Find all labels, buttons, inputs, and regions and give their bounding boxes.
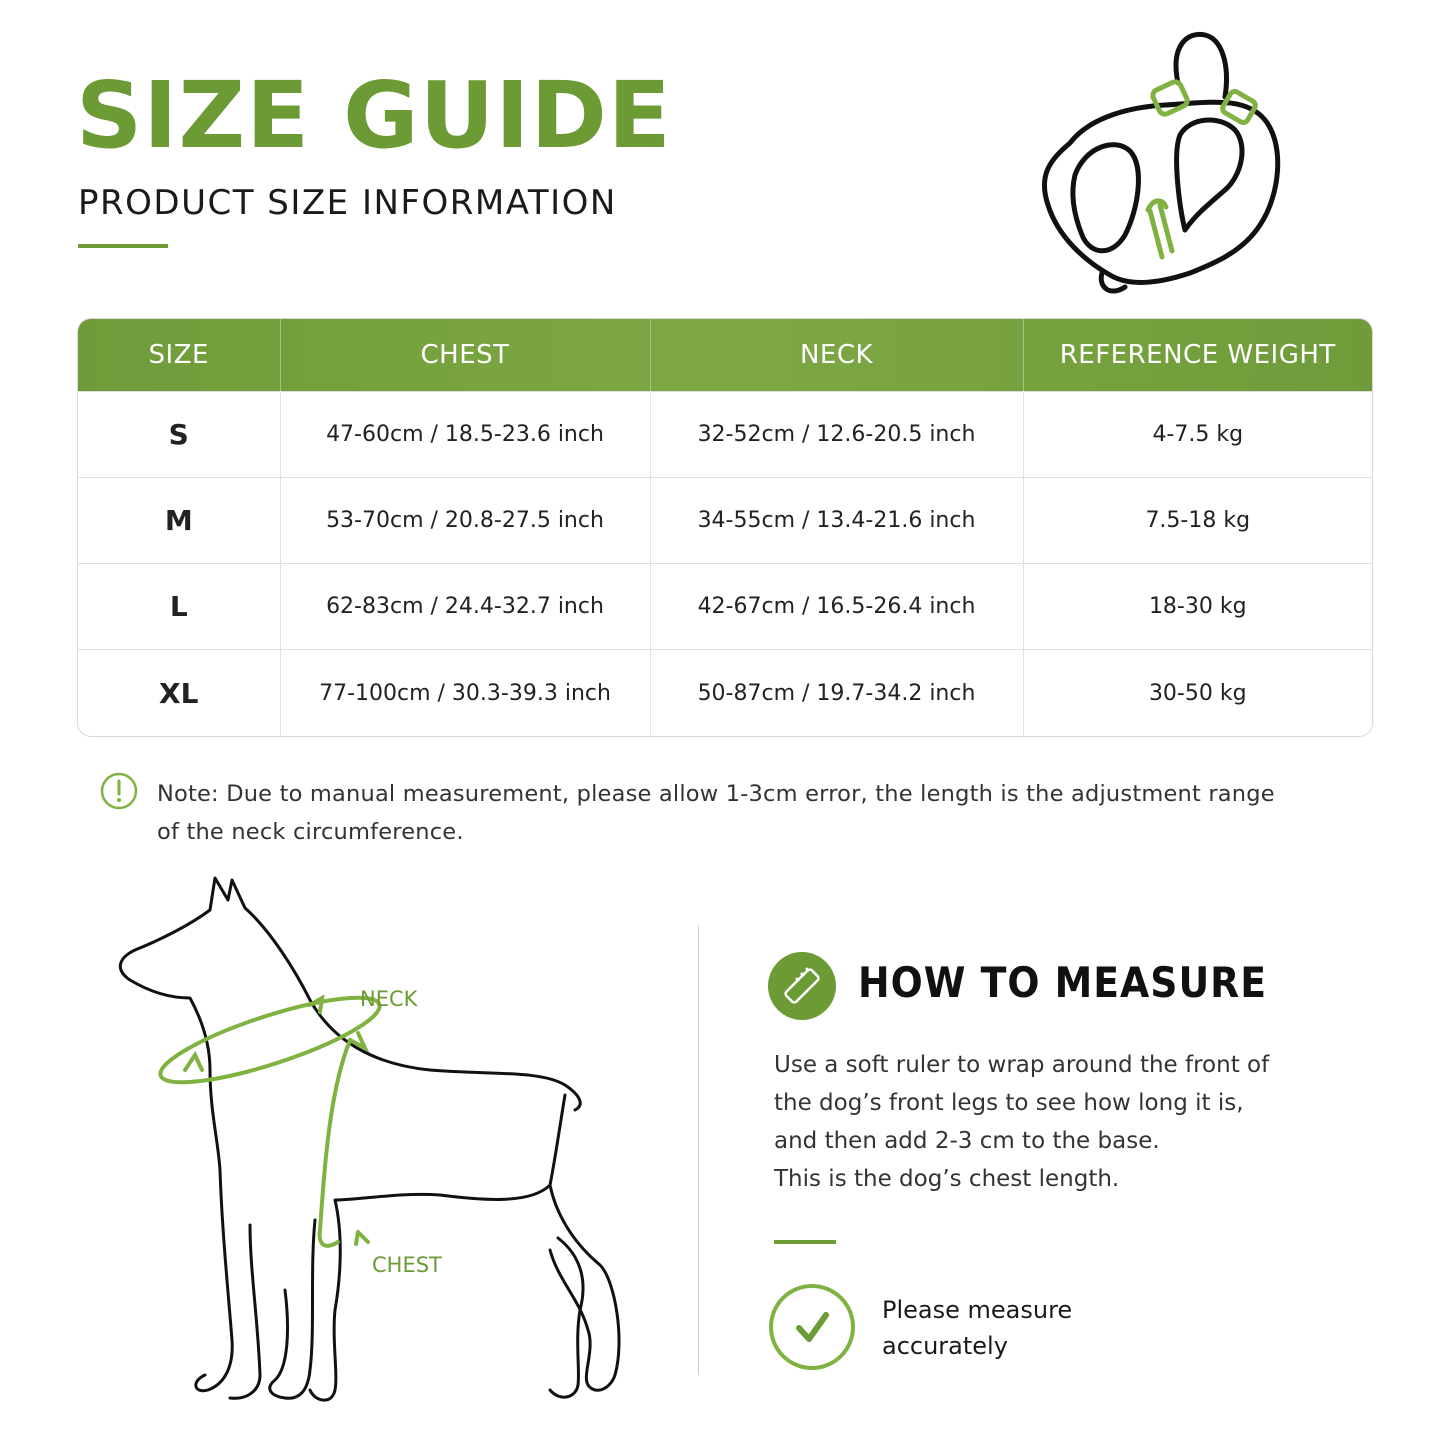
column-header-neck: NECK	[650, 319, 1023, 391]
neck-cell: 34-55cm / 13.4-21.6 inch	[650, 477, 1023, 563]
table-row	[78, 391, 1372, 477]
page-subtitle: PRODUCT SIZE INFORMATION	[78, 183, 617, 223]
table-row	[78, 564, 1372, 650]
section-divider	[698, 925, 699, 1375]
column-header-reference-weight: REFERENCE WEIGHT	[1023, 319, 1372, 391]
neck-cell: 32-52cm / 12.6-20.5 inch	[650, 391, 1023, 477]
size-cell: L	[169, 590, 188, 624]
size-cell: XL	[159, 676, 199, 710]
instruction-line: This is the dog’s chest length.	[774, 1166, 1120, 1192]
neck-label: NECK	[360, 987, 418, 1011]
chest-cell: 62-83cm / 24.4-32.7 inch	[280, 564, 650, 650]
checkmark-circle-icon	[768, 1283, 856, 1371]
neck-cell: 50-87cm / 19.7-34.2 inch	[650, 650, 1023, 736]
accent-rule	[774, 1240, 836, 1244]
dog-measurement-diagram	[110, 870, 670, 1420]
instruction-line: Use a soft ruler to wrap around the front of	[774, 1052, 1270, 1078]
tip-line: accurately	[882, 1332, 1008, 1360]
size-table	[77, 318, 1373, 737]
size-cell: S	[168, 417, 189, 451]
neck-cell: 42-67cm / 16.5-26.4 inch	[650, 564, 1023, 650]
size-cell: M	[164, 503, 193, 537]
harness-illustration	[1030, 25, 1290, 310]
table-row	[78, 477, 1372, 563]
chest-cell: 47-60cm / 18.5-23.6 inch	[280, 391, 650, 477]
weight-cell: 4-7.5 kg	[1023, 391, 1372, 477]
instruction-line: and then add 2-3 cm to the base.	[774, 1128, 1160, 1154]
how-to-measure-text	[774, 1046, 1334, 1198]
measure-tip	[882, 1292, 1142, 1364]
chest-cell: 77-100cm / 30.3-39.3 inch	[280, 650, 650, 736]
chest-label: CHEST	[372, 1253, 442, 1277]
chest-cell: 53-70cm / 20.8-27.5 inch	[280, 477, 650, 563]
table-row	[78, 650, 1372, 736]
column-header-size: SIZE	[148, 339, 209, 370]
weight-cell: 7.5-18 kg	[1023, 477, 1372, 563]
weight-cell: 30-50 kg	[1023, 650, 1372, 736]
column-header-chest: CHEST	[280, 319, 650, 391]
ruler-icon	[768, 952, 836, 1020]
how-to-measure-title: HOW TO MEASURE	[858, 958, 1268, 1007]
page-title: SIZE GUIDE	[76, 62, 672, 169]
instruction-line: the dog’s front legs to see how long it is,	[774, 1090, 1244, 1116]
measurement-note: Note: Due to manual measurement, please allow 1-3cm error, the length is the adjustment range of the neck circumference.	[157, 781, 1275, 845]
weight-cell: 18-30 kg	[1023, 564, 1372, 650]
exclamation-circle-icon	[100, 772, 138, 810]
tip-line: Please measure	[882, 1296, 1073, 1324]
title-underline	[78, 244, 168, 248]
table-header-row	[78, 319, 1372, 391]
